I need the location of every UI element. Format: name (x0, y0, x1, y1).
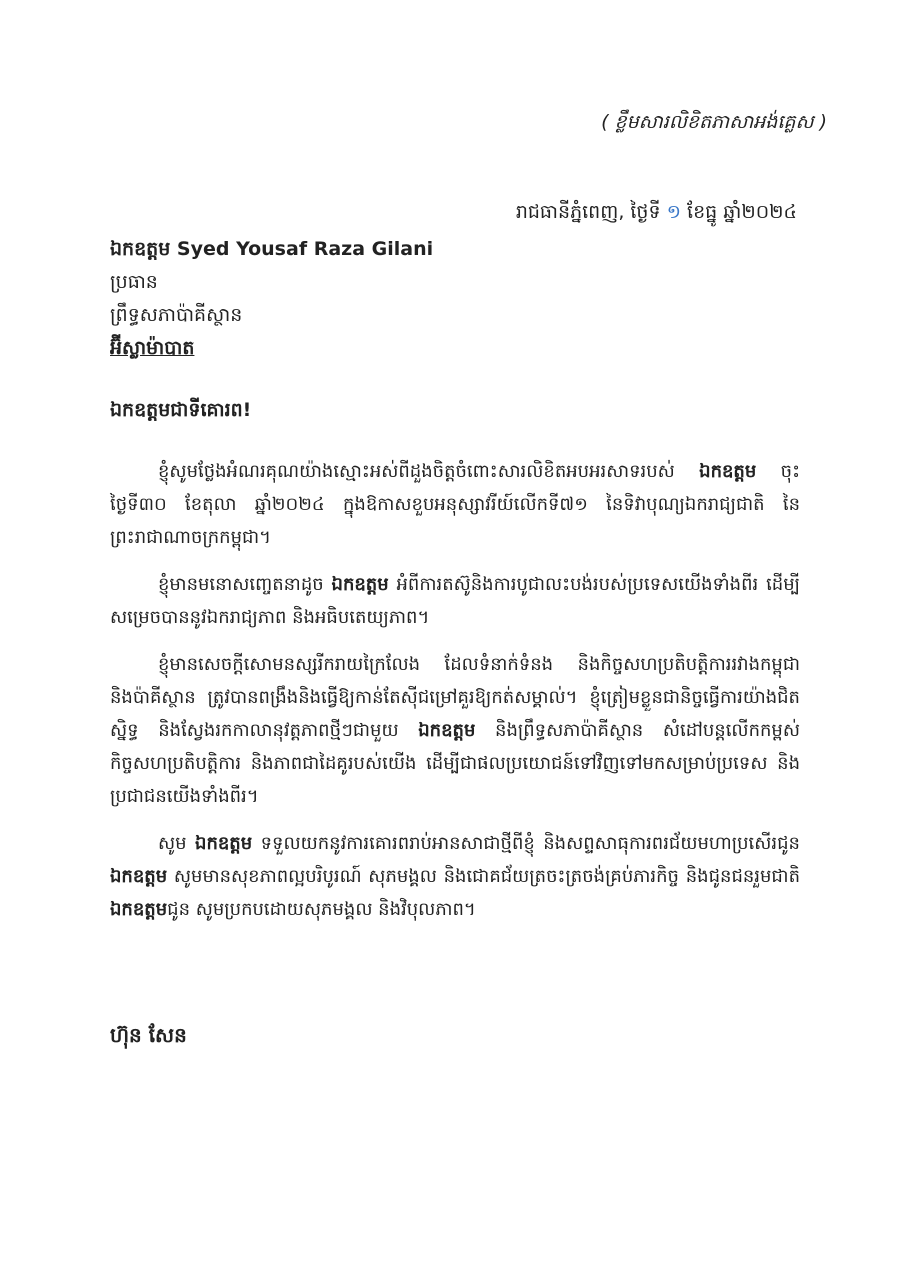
paragraph-1-text-a: ខ្ញុំសូមថ្លែងអំណរគុណយ៉ាងស្មោះអស់ពីដួងចិត្តចំពោះសារលិខិតអបអរសាទរបស់ (158, 461, 675, 482)
paragraph-1-honorific: ឯកឧត្តម (699, 461, 757, 482)
paragraph-3-honorific: ឯកឧត្តម (418, 720, 476, 741)
dateline-prefix: រាជធានីភ្នំពេញ, ថ្ងៃទី (515, 201, 661, 223)
recipient-block (110, 233, 433, 365)
paragraph-3-text-b: និងព្រឹទ្ធសភាប៉ាគីស្ថាន សំដៅបន្តលើកកម្ពស់កិច្ចសហប្រតិបត្តិការ និងភាពជាដៃគូរបស់យើង ដើម្បីជាផលប្រយោជន៍ទៅវិញទៅមកសម្រាប់ប្រទេស និងប្រជាជនយើងទាំងពីរ។ (110, 720, 800, 807)
dateline (516, 200, 797, 228)
paragraph-4-text-b: ទទួលយកនូវការគោរពរាប់អានសាជាថ្មីពីខ្ញុំ និងសព្ទសាធុការពរជ័យមហាប្រសើរជូន (260, 833, 800, 854)
paragraph-2-honorific: ឯកឧត្តម (331, 574, 389, 595)
paragraph-2 (110, 568, 800, 634)
paragraph-4-honorific-3: ឯកឧត្តម (110, 899, 168, 920)
signature-name: ហ៊ុន សែន (110, 1023, 187, 1047)
paragraph-1-text-b: ចុះថ្ងៃទី៣០ ខែតុលា ឆ្នាំ២០២៤ ក្នុងឱកាសខួបអនុស្សាវរីយ៍លើកទី៧១ នៃទិវាបុណ្យឯករាជ្យជាតិ នៃព្រះរាជាណាចក្រកម្ពុជា។ (110, 461, 800, 548)
paragraph-2-text-b: អំពីការតស៊ូនិងការបូជាលះបង់របស់ប្រទេសយើងទាំងពីរ ដើម្បីសម្រេចបាននូវឯករាជ្យភាព និងអធិបតេយ្យភាព។ (110, 574, 800, 628)
paragraph-3-text-a: ខ្ញុំមានសេចក្តីសោមនស្សរីករាយក្រៃលែង ដែលទំនាក់ទំនង និងកិច្ចសហប្រតិបត្តិការរវាងកម្ពុជា និងប៉ាគីស្ថាន ត្រូវបានពង្រឹងនិងធ្វើឱ្យកាន់តែស៊ីជម្រៅគួរឱ្យកត់សម្គាល់។ ខ្ញុំត្រៀមខ្លួនជានិច្ចធ្វើការយ៉ាងជិតស្និទ្ធ និងស្វែងរកកាលានុវត្តភាពថ្មីៗជាមួយ (110, 654, 800, 741)
letter-body (110, 455, 800, 940)
recipient-title: ប្រធាន (110, 271, 158, 293)
paragraph-1 (110, 455, 800, 554)
salutation: ឯកឧត្តមជាទីគោរព! (110, 399, 252, 421)
paragraph-4-honorific-1: ឯកឧត្តម (195, 833, 253, 854)
translation-note: ( ខ្លឹមសារលិខិតភាសាអង់គ្លេស ) (601, 111, 827, 133)
paragraph-3 (110, 648, 800, 813)
dateline-day: ១ (666, 201, 681, 223)
recipient-city: អ៊ីស្លាម៉ាបាត (110, 337, 195, 359)
paragraph-4 (110, 827, 800, 926)
recipient-organization: ព្រឹទ្ធសភាប៉ាគីស្ថាន (110, 304, 243, 326)
dateline-suffix: ខែធ្នូ ឆ្នាំ២០២៤ (687, 201, 797, 223)
paragraph-4-honorific-2: ឯកឧត្តម (110, 866, 168, 887)
paragraph-2-text-a: ខ្ញុំមានមនោសញ្ចេតនាដូច (158, 574, 324, 595)
paragraph-4-text-a: សូម (158, 833, 187, 854)
recipient-name: ឯកឧត្តម Syed Yousaf Raza Gilani (110, 238, 434, 260)
paragraph-4-text-d: ជូន សូមប្រកបដោយសុភមង្គល និងវិបុលភាព។ (167, 899, 476, 920)
paragraph-4-text-c: សូមមានសុខភាពល្អបរិបូរណ៍ សុភមង្គល និងជោគជ័យត្រចះត្រចង់គ្រប់ភារកិច្ច និងជូនជនរួមជាតិ (173, 866, 800, 887)
